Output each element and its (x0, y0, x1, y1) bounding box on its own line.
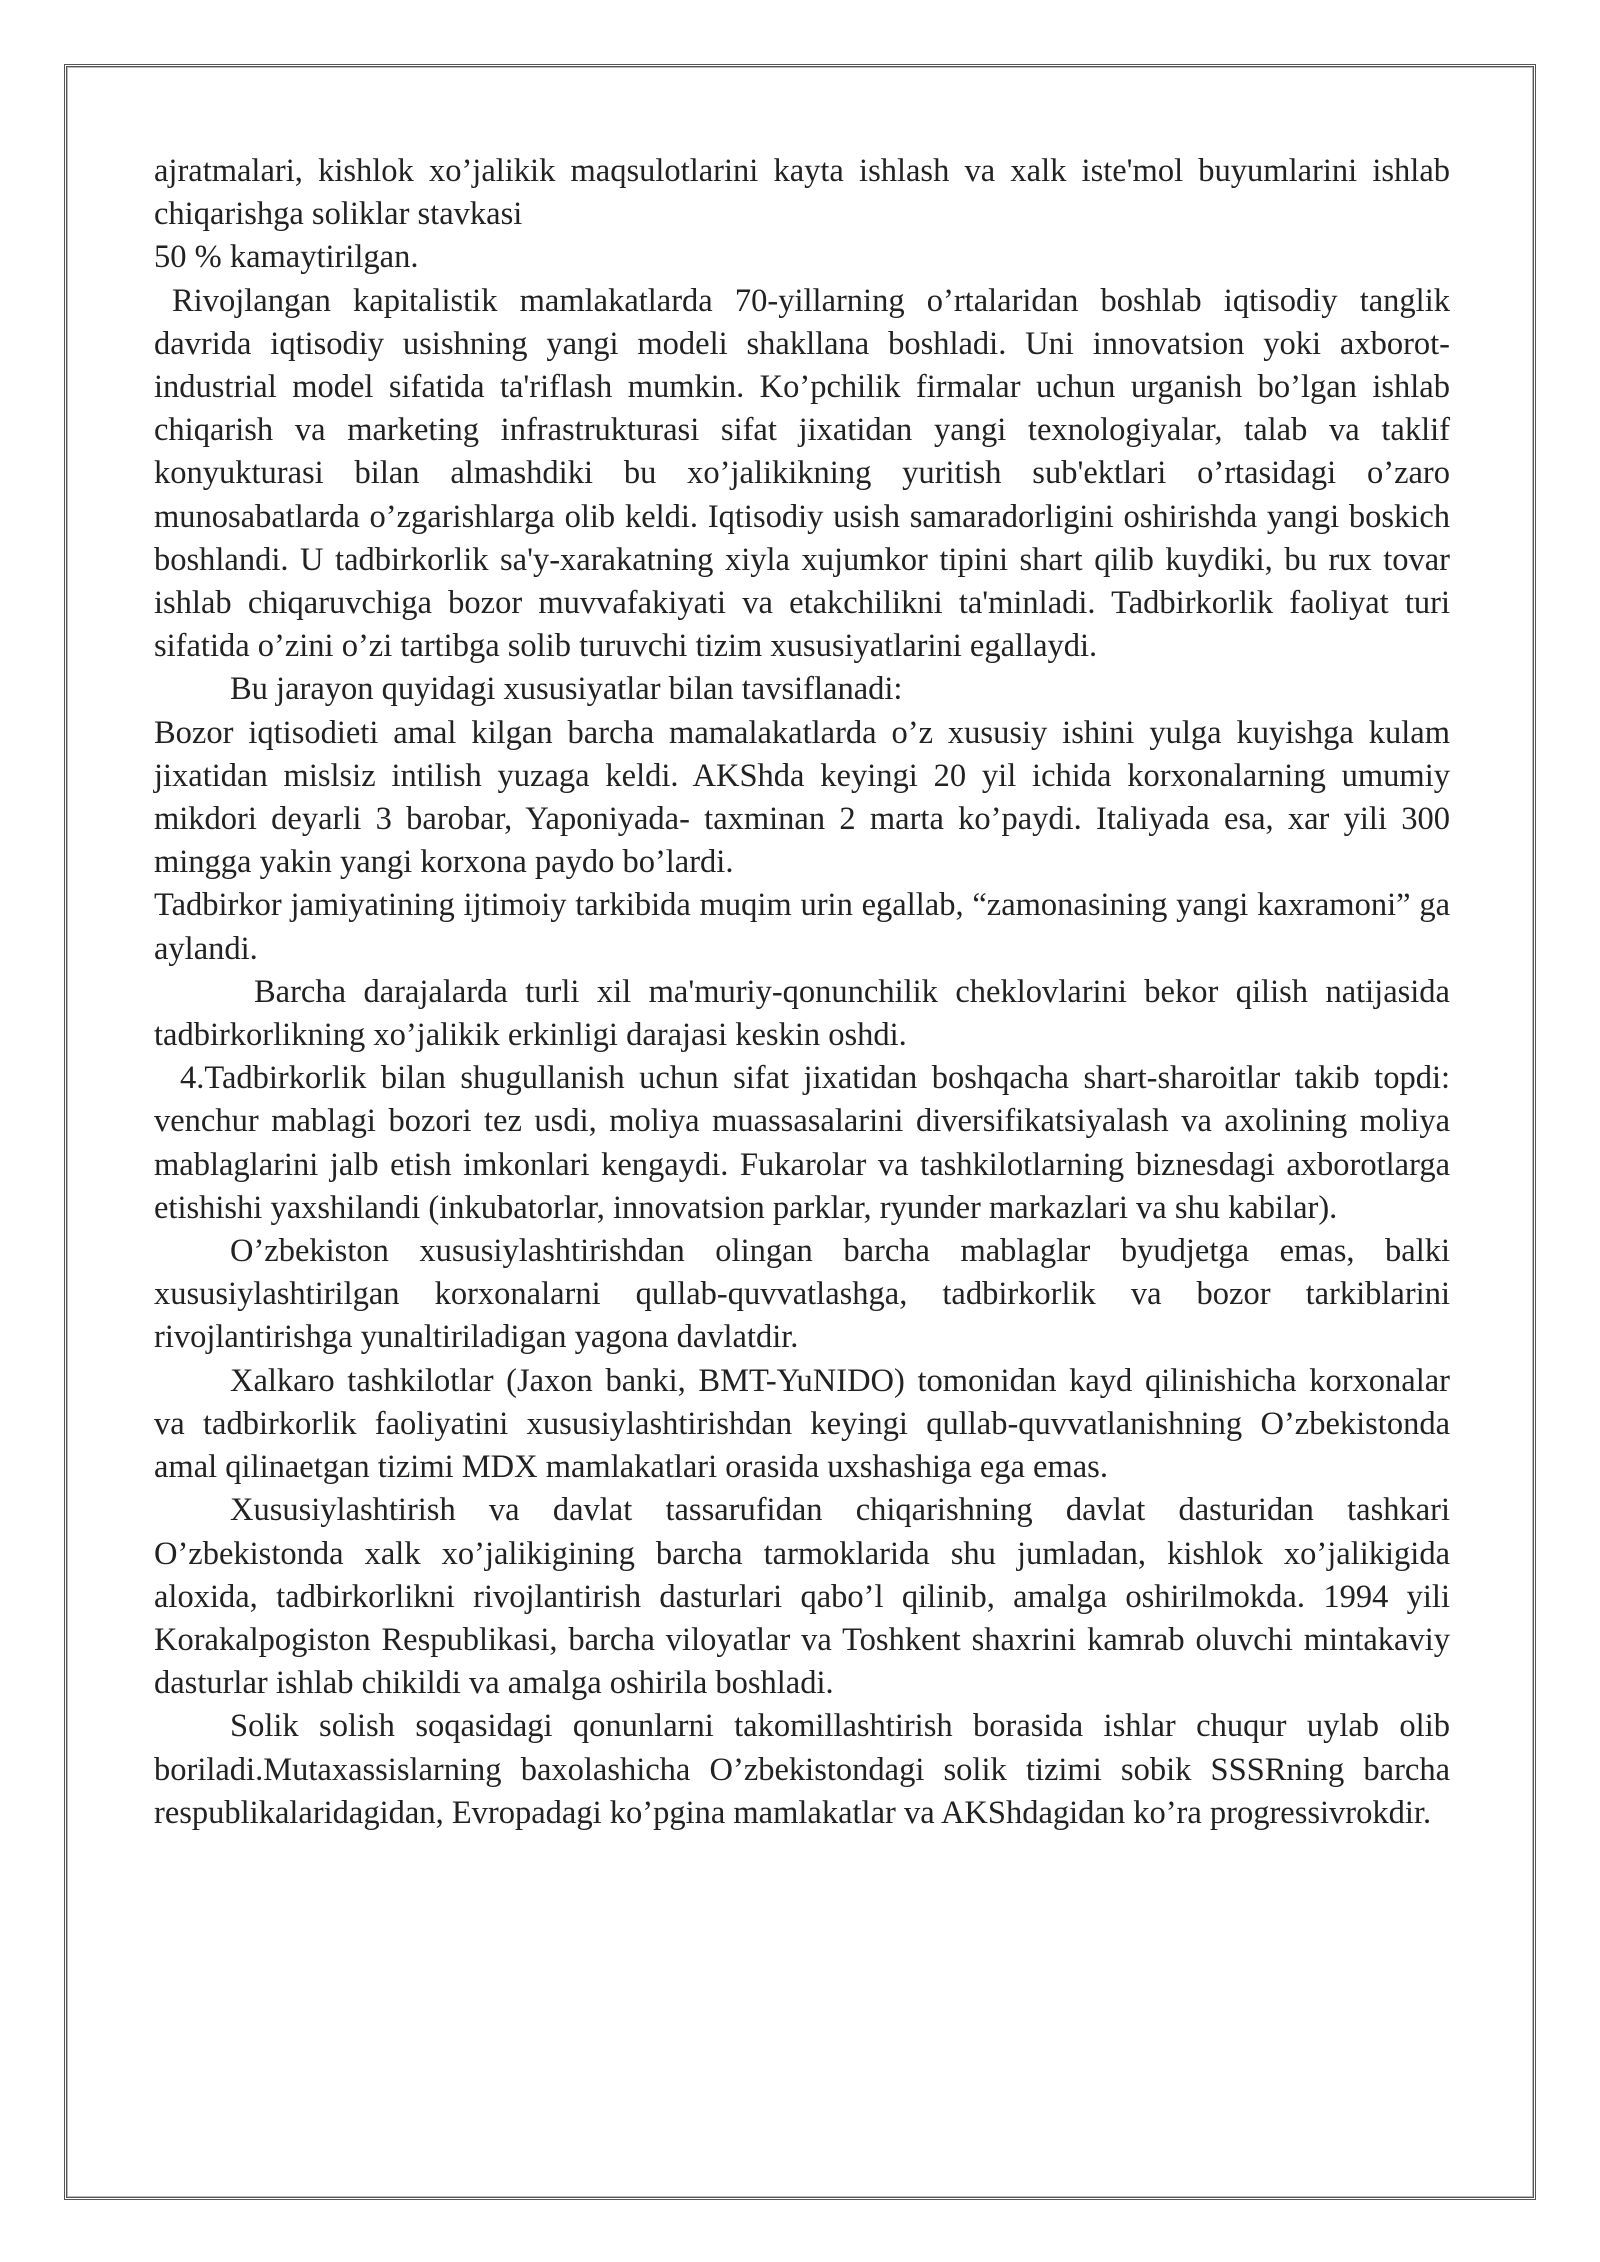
paragraph: Solik solish soqasidagi qonunlarni takomillashtirish borasida ishlar chuqur uylab olib boriladi.Mutaxassislarning baxolashicha O’zbekistondagi solik tizimi sobik SSSRning barcha respublikalaridagidan, Evropadagi ko’pgina mamlakatlar va AKShdagidan ko’ra progressivrokdir. (154, 1708, 1450, 1831)
paragraph: 50 % kamaytirilgan. (154, 239, 419, 276)
paragraph: Tadbirkor jamiyatining ijtimoiy tarkibida muqim urin egallab, “zamonasining yangi kaxramoni” ga aylandi. (154, 887, 1450, 967)
paragraph: Bozor iqtisodieti amal kilgan barcha mamalakatlarda o’z xususiy ishini yulga kuyishga kulam jixatidan mislsiz intilish yuzaga keldi. AKShda keyingi 20 yil ichida korxonalarning umumiy mikdori deyarli 3 barobar, Yaponiyada- taxminan 2 marta ko’paydi. Italiyada esa, xar yili 300 mingga yakin yangi korxona paydo bo’lardi. (154, 714, 1450, 881)
paragraph: Xususiylashtirish va davlat tassarufidan chiqarishning davlat dasturidan tashkari O’zbekistonda xalk xo’jalikigining barcha tarmoklarida shu jumladan, kishlok xo’jalikigida aloxida, tadbirkorlikni rivojlantirish dasturlari qabo’l qilinib, amalga oshirilmokda. 1994 yili Korakalpogiston Respublikasi, barcha viloyatlar va Toshkent shaxrini kamrab oluvchi mintakaviy dasturlar ishlab chikildi va amalga oshirila boshladi. (154, 1492, 1450, 1702)
paragraph: Bu jarayon quyidagi xususiyatlar bilan tavsiflanadi: (230, 671, 903, 708)
paragraph: ajratmalari, kishlok xo’jalikik maqsulotlarini kayta ishlash va xalk iste'mol buyumlarini ishlab chiqarishga soliklar stavkasi (154, 153, 1450, 233)
paragraph: 4.Tadbirkorlik bilan shugullanish uchun sifat jixatidan boshqacha shart-sharoitlar takib topdi: venchur mablagi bozori tez usdi, moliya muassasalarini diversifikatsiyalash va axolining moliya mablaglarini jalb etish imkonlari kengaydi. Fukarolar va tashkilotlarning biznesdagi axborotlarga etishishi yaxshilandi (inkubatorlar, innovatsion parklar, ryunder markazlari va shu kabilar). (154, 1060, 1450, 1226)
paragraph: O’zbekiston xususiylashtirishdan olingan barcha mablaglar byudjetga emas, balki xususiylashtirilgan korxonalarni qullab-quvvatlashga, tadbirkorlik va bozor tarkiblarini rivojlantirishga yunaltiriladigan yagona davlatdir. (154, 1233, 1450, 1356)
paragraph: Barcha darajalarda turli xil ma'muriy-qonunchilik cheklovlarini bekor qilish natijasida tadbirkorlikning xo’jalikik erkinligi darajasi keskin oshdi. (154, 973, 1450, 1054)
paragraph: Rivojlangan kapitalistik mamlakatlarda 70-yillarning o’rtalaridan boshlab iqtisodiy tanglik davrida iqtisodiy usishning yangi modeli shakllana boshladi. Uni innovatsion yoki axborot-industrial model sifatida ta'riflash mumkin. Ko’pchilik firmalar uchun urganish bo’lgan ishlab chiqarish va marketing infrastrukturasi sifat jixatidan yangi texnologiyalar, talab va taklif konyukturasi bilan almashdiki bu xo’jalikikning yuritish sub'ektlari o’rtasidagi o’zaro munosabatlarda o’zgarishlarga olib keldi. Iqtisodiy usish samaradorligini oshirishda yangi boskich boshlandi. U tadbirkorlik sa'y-xarakatning xiyla xujumkor tipini shart qilib kuydiki, bu rux tovar ishlab chiqaruvchiga bozor muvvafakiyati va etakchilikni ta'minladi. Tadbirkorlik faoliyat turi sifatida o’zini o’zi tartibga solib turuvchi tizim xususiyatlarini egallaydi. (154, 282, 1450, 665)
document-body (154, 150, 1450, 1835)
paragraph: Xalkaro tashkilotlar (Jaxon banki, BMT-YuNIDO) tomonidan kayd qilinishicha korxonalar va tadbirkorlik faoliyatini xususiylashtirishdan keyingi qullab-quvvatlanishning O’zbekistonda amal qilinaetgan tizimi MDX mamlakatlari orasida uxshashiga ega emas. (154, 1362, 1450, 1486)
